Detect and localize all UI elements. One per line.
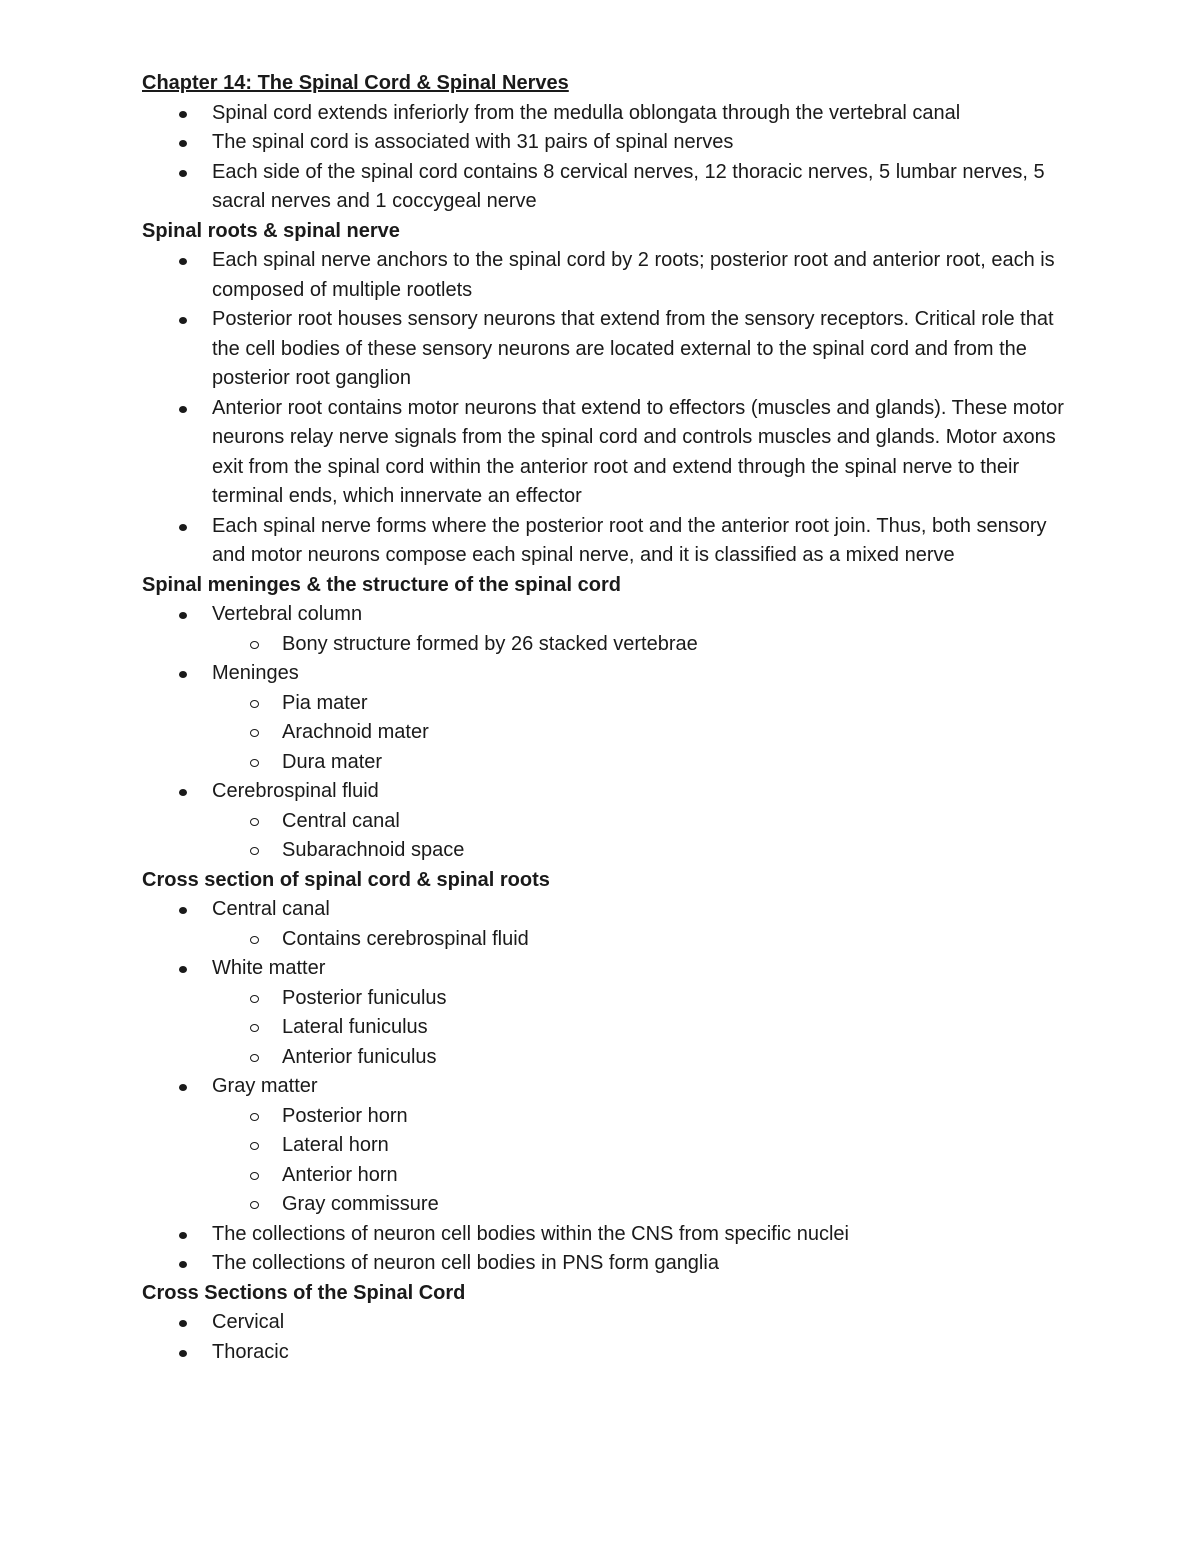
- list-item: Gray matter: [142, 1072, 1072, 1102]
- list-item: Each spinal nerve anchors to the spinal cord by 2 roots; posterior root and anterior root, each is composed of multiple rootlets: [142, 246, 1072, 305]
- chapter-title: Chapter 14: The Spinal Cord & Spinal Nerves: [142, 72, 569, 94]
- sub-list-item: Anterior horn: [142, 1161, 1072, 1191]
- sub-list-item: Central canal: [142, 807, 1072, 837]
- sub-list-item: Bony structure formed by 26 stacked vertebrae: [142, 630, 1072, 660]
- list-item: The collections of neuron cell bodies in PNS form ganglia: [142, 1249, 1072, 1279]
- bullet-list: [142, 600, 1072, 866]
- section-heading: Cross Sections of the Spinal Cord: [142, 1281, 466, 1304]
- list-item: Each spinal nerve forms where the posterior root and the anterior root join. Thus, both sensory and motor neurons compose each spinal nerve, and it is classified as a mixed nerve: [142, 512, 1072, 571]
- sub-list-item: Posterior funiculus: [142, 984, 1072, 1014]
- list-item: Thoracic: [142, 1338, 1072, 1368]
- list-item: Each side of the spinal cord contains 8 cervical nerves, 12 thoracic nerves, 5 lumbar nerves, 5 sacral nerves and 1 coccygeal nerve: [142, 158, 1072, 217]
- section-heading: Spinal roots & spinal nerve: [142, 219, 400, 242]
- section-heading: Spinal meninges & the structure of the spinal cord: [142, 573, 621, 596]
- bullet-list: [142, 99, 1072, 217]
- sub-list-item: Dura mater: [142, 748, 1072, 778]
- sub-list-item: Contains cerebrospinal fluid: [142, 925, 1072, 955]
- list-item: The collections of neuron cell bodies within the CNS from specific nuclei: [142, 1220, 1072, 1250]
- list-item: Cerebrospinal fluid: [142, 777, 1072, 807]
- bullet-list: [142, 895, 1072, 1279]
- list-item: The spinal cord is associated with 31 pairs of spinal nerves: [142, 128, 1072, 158]
- section-heading: Cross section of spinal cord & spinal roots: [142, 868, 550, 891]
- list-item: Vertebral column: [142, 600, 1072, 630]
- sub-list-item: Anterior funiculus: [142, 1043, 1072, 1073]
- list-item: Anterior root contains motor neurons that extend to effectors (muscles and glands). These motor neurons relay nerve signals from the spinal cord and controls muscles and glands. Motor axons exit from the spinal cord within the anterior root and extend through the spinal nerve to their terminal ends, which innervate an effector: [142, 394, 1072, 512]
- list-item: Posterior root houses sensory neurons that extend from the sensory receptors. Critical role that the cell bodies of these sensory neurons are located external to the spinal cord and from the posterior root ganglion: [142, 305, 1072, 394]
- list-item: White matter: [142, 954, 1072, 984]
- list-item: Spinal cord extends inferiorly from the medulla oblongata through the vertebral canal: [142, 99, 1072, 129]
- list-item: Central canal: [142, 895, 1072, 925]
- list-item: Cervical: [142, 1308, 1072, 1338]
- bullet-list: [142, 1308, 1072, 1367]
- sub-list-item: Gray commissure: [142, 1190, 1072, 1220]
- sub-list-item: Lateral funiculus: [142, 1013, 1072, 1043]
- bullet-list: [142, 246, 1072, 571]
- document-page: [142, 69, 1072, 1367]
- sub-list-item: Arachnoid mater: [142, 718, 1072, 748]
- list-item: Meninges: [142, 659, 1072, 689]
- sub-list-item: Subarachnoid space: [142, 836, 1072, 866]
- sub-list-item: Pia mater: [142, 689, 1072, 719]
- sub-list-item: Posterior horn: [142, 1102, 1072, 1132]
- sub-list-item: Lateral horn: [142, 1131, 1072, 1161]
